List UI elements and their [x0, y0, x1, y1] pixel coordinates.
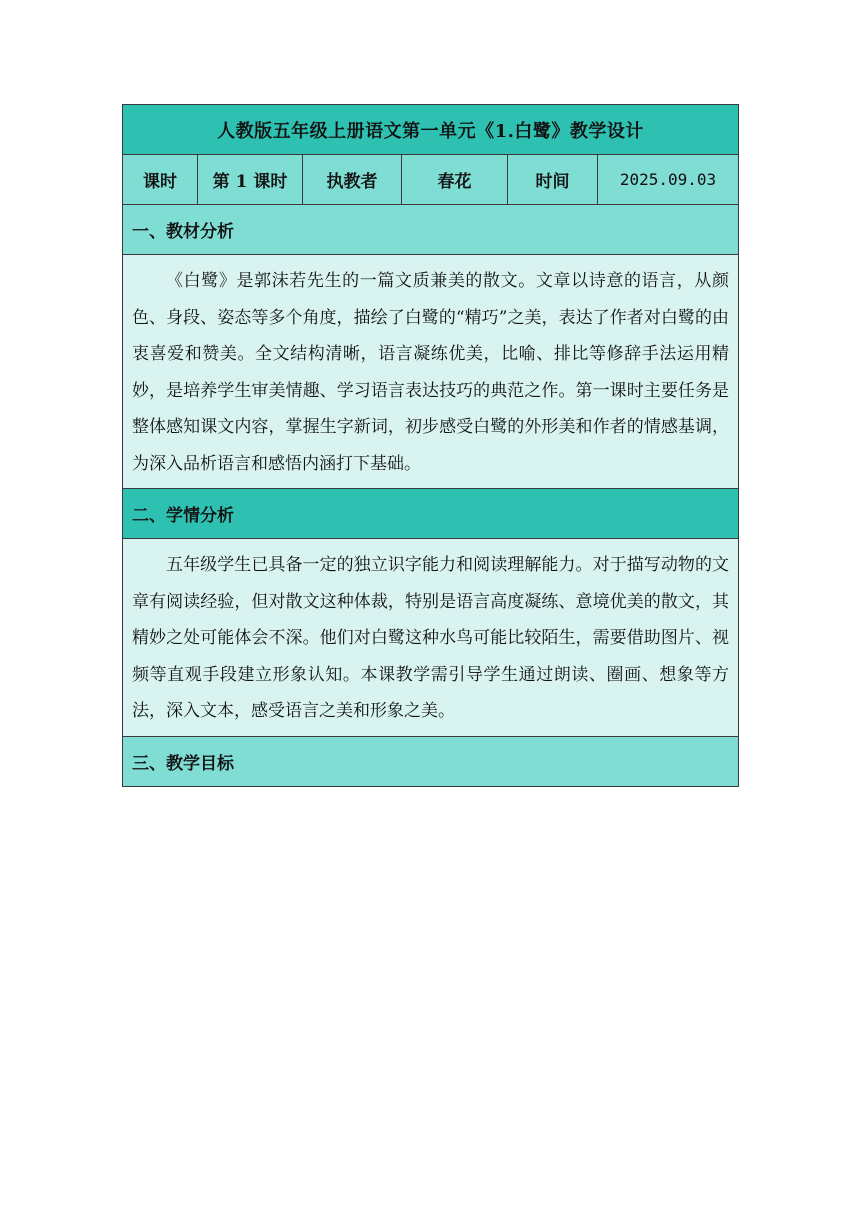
time-value: 2025.09.03: [598, 155, 739, 205]
section-heading-student-analysis: 二、学情分析: [123, 489, 739, 539]
section-heading-textbook-analysis: 一、教材分析: [123, 205, 739, 255]
time-label: 时间: [508, 155, 598, 205]
section-body-textbook-analysis: 《白鹭》是郭沫若先生的一篇文质兼美的散文。文章以诗意的语言，从颜色、身段、姿态等多个角度，描绘了白鹭的“精巧”之美，表达了作者对白鹭的由衷喜爱和赞美。全文结构清晰，语言凝练优美，比喻、排比等修辞手法运用精妙，是培养学生审美情趣、学习语言表达技巧的典范之作。第一课时主要任务是整体感知课文内容，掌握生字新词，初步感受白鹭的外形美和作者的情感基调，为深入品析语言和感悟内涵打下基础。: [123, 255, 739, 489]
lesson-value: 第 1 课时: [198, 155, 303, 205]
lesson-label: 课时: [123, 155, 198, 205]
section-body-student-analysis: 五年级学生已具备一定的独立识字能力和阅读理解能力。对于描写动物的文章有阅读经验，但对散文这种体裁，特别是语言高度凝练、意境优美的散文，其精妙之处可能体会不深。他们对白鹭这种水鸟可能比较陌生，需要借助图片、视频等直观手段建立形象认知。本课教学需引导学生通过朗读、圈画、想象等方法，深入文本，感受语言之美和形象之美。: [123, 539, 739, 737]
section-heading-teaching-goals: 三、教学目标: [123, 736, 739, 786]
teacher-label: 执教者: [303, 155, 402, 205]
teacher-value: 春花: [402, 155, 508, 205]
document-title: 人教版五年级上册语文第一单元《1.白鹭》教学设计: [123, 105, 739, 155]
lesson-plan-table: [122, 104, 739, 787]
info-row: [123, 155, 739, 205]
